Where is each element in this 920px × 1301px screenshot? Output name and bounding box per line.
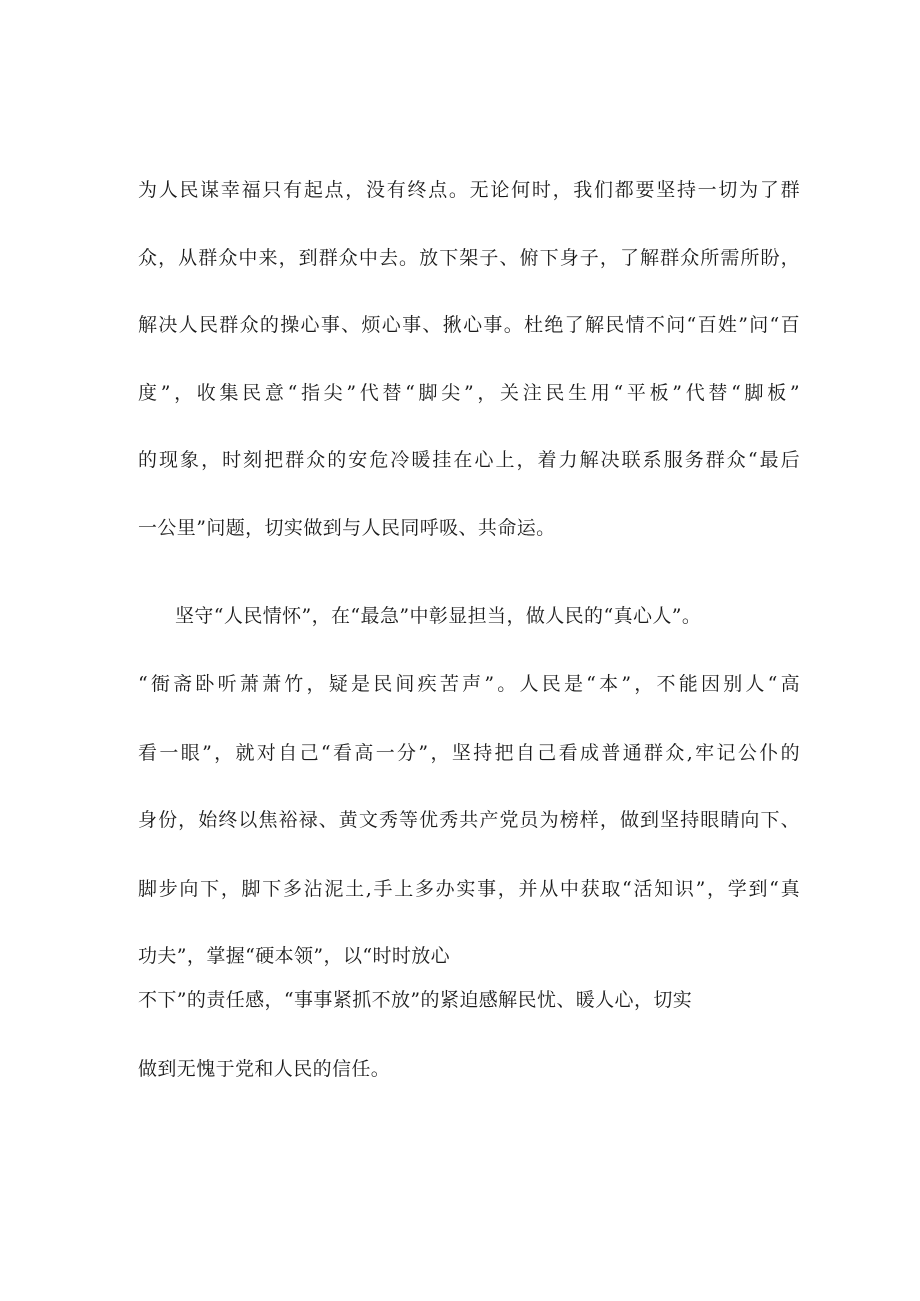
text-line: 身份，始终以焦裕禄、黄文秀等优秀共产党员为榜样，做到坚持眼睛向下、 xyxy=(138,809,800,831)
text-line: 众，从群众中来，到群众中去。放下架子、俯下身子，了解群众所需所盼， xyxy=(138,247,800,269)
text-line: 看一眼”，就对自己“看高一分”，坚持把自己看成普通群众,牢记公仆的 xyxy=(138,742,800,764)
text-line: 功夫”，掌握“硬本领”，以“时时放心 xyxy=(138,945,451,967)
text-line: 解决人民群众的操心事、烦心事、揪心事。杜绝了解民情不问“百姓”问“百 xyxy=(138,314,800,336)
text-line: 做到无愧于党和人民的信任。 xyxy=(138,1058,391,1080)
text-line: 不下”的责任感，“事事紧抓不放”的紧迫感解民忧、暖人心，切实 xyxy=(138,989,693,1011)
text-line: 度”，收集民意“指尖”代替“脚尖”，关注民生用“平板”代替“脚板” xyxy=(138,382,800,404)
text-line: “衙斋卧听萧萧竹，疑是民间疾苦声”。人民是“本”，不能因别人“高 xyxy=(138,673,800,695)
text-line: 脚步向下，脚下多沾泥土,手上多办实事，并从中获取“活知识”，学到“真 xyxy=(138,878,800,900)
text-line: 的现象，时刻把群众的安危冷暖挂在心上，着力解决联系服务群众“最后 xyxy=(138,449,800,471)
text-line: 坚守“人民情怀”，在“最急”中彰显担当，做人民的“真心人”。 xyxy=(175,605,702,627)
text-line: 一公里”问题，切实做到与人民同呼吸、共命运。 xyxy=(138,517,556,539)
text-line: 为人民谋幸福只有起点，没有终点。无论何时，我们都要坚持一切为了群 xyxy=(138,179,800,201)
